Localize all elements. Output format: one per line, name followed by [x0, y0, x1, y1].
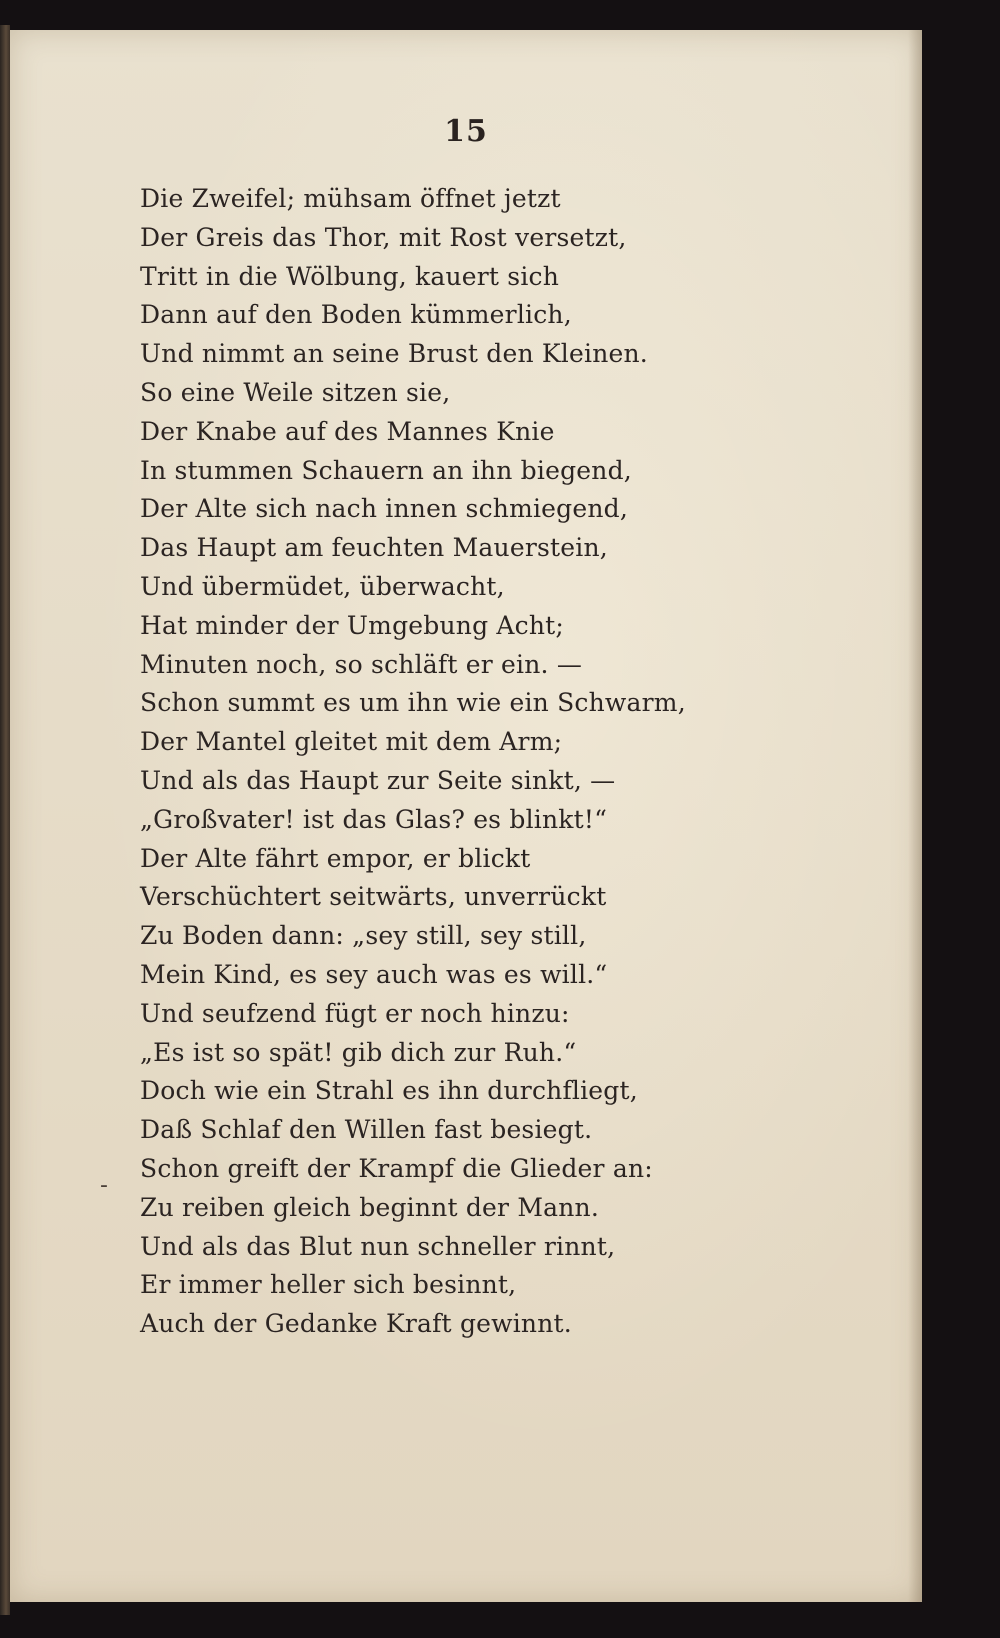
poem-line: So eine Weile sitzen sie, — [140, 377, 451, 407]
poem-line: Und übermüdet, überwacht, — [140, 571, 505, 601]
book-spine-edge — [0, 25, 10, 1615]
poem-line: Verschüchtert seitwärts, unverrückt — [140, 882, 607, 912]
poem-line: Und als das Blut nun schneller rinnt, — [140, 1231, 616, 1261]
poem-line: Zu Boden dann: „sey still, sey still, — [140, 921, 587, 951]
book-page — [10, 30, 922, 1602]
poem-line: Doch wie ein Strahl es ihn durchfliegt, — [140, 1076, 638, 1106]
poem-line: Das Haupt am feuchten Mauerstein, — [140, 533, 608, 563]
poem-line: Und seufzend fügt er noch hinzu: — [140, 998, 570, 1028]
poem-line: Die Zweifel; mühsam öffnet jetzt — [140, 184, 561, 213]
poem-line: Hat minder der Umgebung Acht; — [140, 610, 565, 640]
poem-line: „Großvater! ist das Glas? es blinkt!“ — [140, 804, 608, 834]
poem-line: Auch der Gedanke Kraft gewinnt. — [140, 1309, 572, 1339]
poem-line: Und als das Haupt zur Seite sinkt, — — [140, 765, 616, 795]
poem-line: Dann auf den Boden kümmerlich, — [140, 300, 572, 330]
poem-line: Tritt in die Wölbung, kauert sich — [140, 261, 560, 291]
poem-line: Daß Schlaf den Willen fast besiegt. — [140, 1115, 593, 1145]
poem-line: Mein Kind, es sey auch was es will.“ — [140, 959, 608, 989]
poem-line: Der Alte fährt empor, er blickt — [140, 843, 531, 873]
poem-text — [140, 180, 686, 1344]
poem-line: Der Alte sich nach innen schmiegend, — [140, 494, 629, 524]
poem-line: Minuten noch, so schläft er ein. — — [140, 649, 583, 679]
poem-line: Zu reiben gleich beginnt der Mann. — [140, 1192, 599, 1222]
poem-line: Der Greis das Thor, mit Rost versetzt, — [140, 222, 627, 252]
poem-line: Schon summt es um ihn wie ein Schwarm, — [140, 688, 686, 718]
poem-line: In stummen Schauern an ihn biegend, — [140, 455, 632, 485]
poem-line: Er immer heller sich besinnt, — [140, 1270, 517, 1300]
margin-mark: - — [100, 1173, 108, 1198]
poem-line: Der Knabe auf des Mannes Knie — [140, 416, 555, 446]
poem-line: Und nimmt an seine Brust den Kleinen. — [140, 339, 648, 369]
poem-line: Der Mantel gleitet mit dem Arm; — [140, 727, 563, 757]
poem-line: „Es ist so spät! gib dich zur Ruh.“ — [140, 1037, 577, 1067]
page-number: 15 — [444, 114, 488, 149]
poem-line: Schon greift der Krampf die Glieder an: — [140, 1153, 653, 1183]
